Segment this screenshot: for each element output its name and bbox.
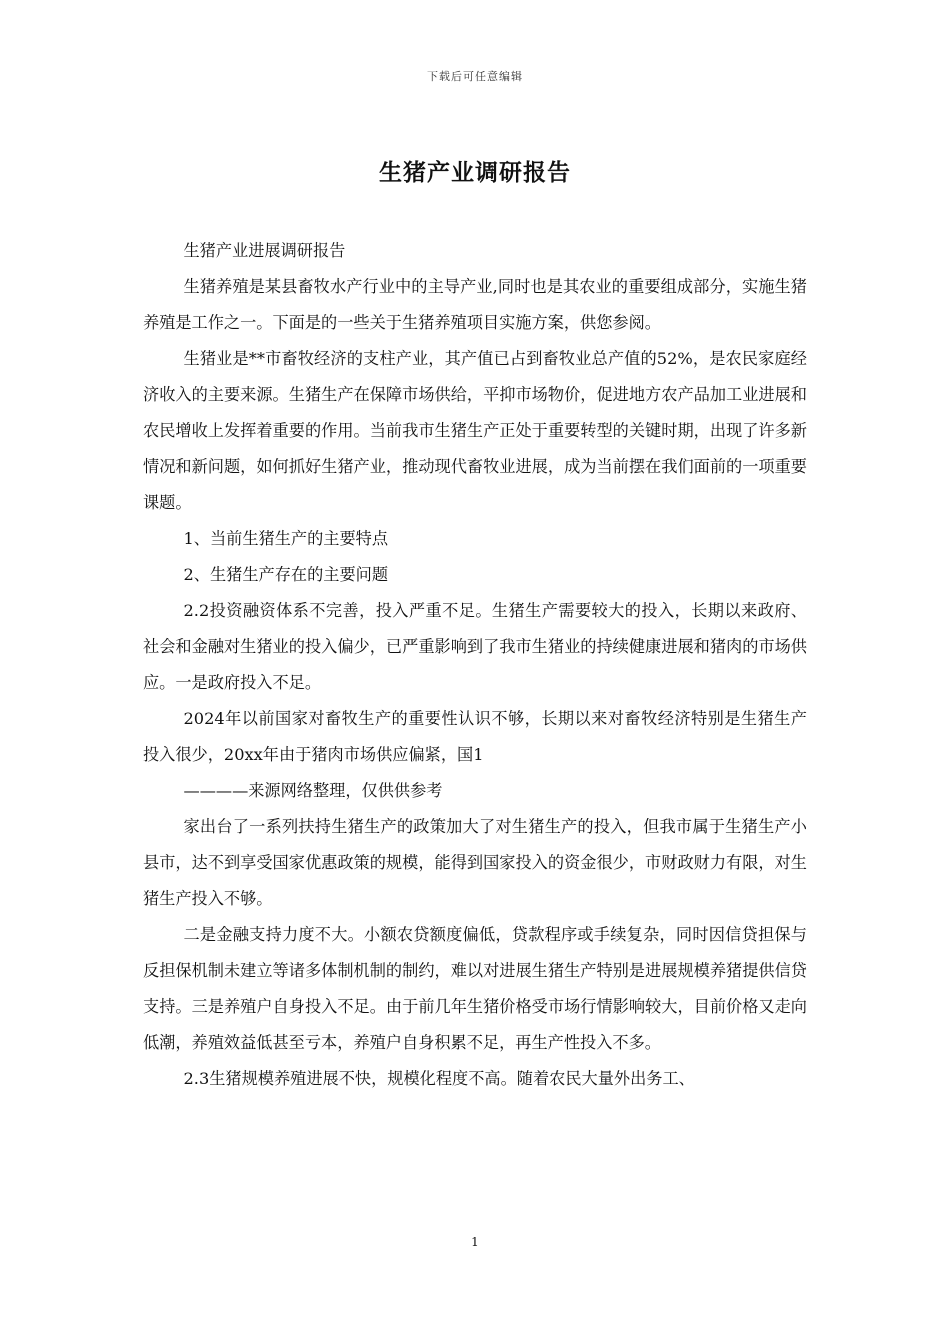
paragraph-overview: 生猪业是**市畜牧经济的支柱产业，其产值已占到畜牧业总产值的52%，是农民家庭经济收入的主要来源。生猪生产在保障市场供给，平抑市场物价，促进地方农产品加工业进展和农民增收上发挥着重要的作用。当前我市生猪生产正处于重要转型的关键时期，出现了许多新情况和新问题，如何抓好生猪产业，推动现代畜牧业进展，成为当前摆在我们面前的一项重要课题。: [143, 349, 807, 512]
document-body: [143, 233, 807, 1097]
section-heading-problems: 2、生猪生产存在的主要问题: [183, 565, 389, 584]
page-number: 1: [471, 1235, 479, 1249]
paragraph-investment: 2.2投资融资体系不完善，投入严重不足。生猪生产需要较大的投入，长期以来政府、社会和金融对生猪业的投入偏少，已严重影响到了我市生猪业的持续健康进展和猪肉的市场供应。一是政府投入不足。: [143, 601, 807, 692]
document-title: 生猪产业调研报告: [379, 159, 571, 186]
source-note: ————来源网络整理，仅供供参考: [183, 781, 443, 800]
section-heading-features: 1、当前生猪生产的主要特点: [183, 529, 389, 548]
paragraph-subtitle: 生猪产业进展调研报告: [183, 241, 346, 260]
paragraph-national-policy: 家出台了一系列扶持生猪生产的政策加大了对生猪生产的投入，但我市属于生猪生产小县市，达不到享受国家优惠政策的规模，能得到国家投入的资金很少，市财政财力有限，对生猪生产投入不够。: [143, 817, 807, 908]
paragraph-history: 2024年以前国家对畜牧生产的重要性认识不够，长期以来对畜牧经济特别是生猪生产投入很少，20xx年由于猪肉市场供应偏紧，国1: [143, 709, 807, 764]
paragraph-finance: 二是金融支持力度不大。小额农贷额度偏低，贷款程序或手续复杂，同时因信贷担保与反担保机制未建立等诸多体制机制的制约，难以对进展生猪生产特别是进展规模养猪提供信贷支持。三是养殖户自身投入不足。由于前几年生猪价格受市场行情影响较大，目前价格又走向低潮，养殖效益低甚至亏本，养殖户自身积累不足，再生产性投入不多。: [143, 925, 807, 1052]
paragraph-scale: 2.3生猪规模养殖进展不快，规模化程度不高。随着农民大量外出务工、: [183, 1069, 695, 1088]
paragraph-intro: 生猪养殖是某县畜牧水产行业中的主导产业,同时也是其农业的重要组成部分，实施生猪养殖是工作之一。下面是的一些关于生猪养殖项目实施方案，供您参阅。: [143, 277, 807, 332]
header-note: 下载后可任意编辑: [427, 70, 523, 83]
